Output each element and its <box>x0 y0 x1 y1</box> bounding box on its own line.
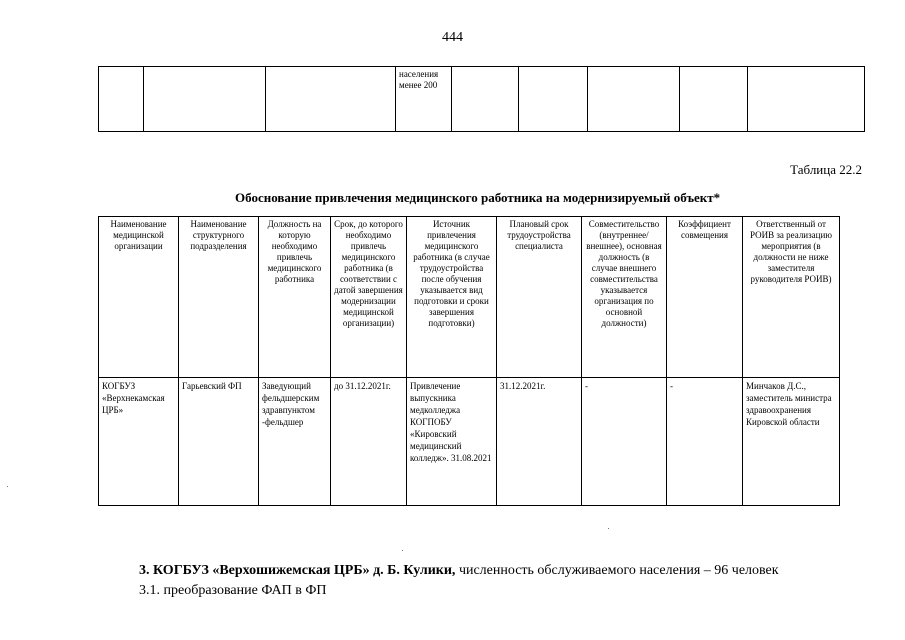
cell-text: менее 200 <box>399 80 438 90</box>
table-cell: Минчаков Д.С., заместитель министра здравоохранения Кировской области <box>743 378 840 506</box>
table-cell: Привлечение выпускника медколледжа КОГПОБУ «Кировский медицинский колледж». 31.08.2021 <box>407 378 497 506</box>
table-cell <box>266 67 396 132</box>
header-cell: Наименование медицинской организации <box>99 217 179 378</box>
justification-table <box>98 216 840 506</box>
table-cell <box>452 67 519 132</box>
header-cell: Наименование структурного подразделения <box>179 217 259 378</box>
table-row <box>99 378 840 506</box>
header-cell: Совместительство (внутреннее/внешнее), основная должность (в случае внешнего совместительства указывается организация по основной должности) <box>582 217 667 378</box>
section-heading-rest: численность обслуживаемого населения – 96 человек <box>455 563 779 578</box>
table-cell: - <box>667 378 743 506</box>
header-cell: Коэффициент совмещения <box>667 217 743 378</box>
table-label: Таблица 22.2 <box>790 162 862 177</box>
page-number: 444 <box>442 30 463 45</box>
continued-table <box>98 66 865 132</box>
table-cell: Гарьевский ФП <box>179 378 259 506</box>
table-cell <box>588 67 680 132</box>
table-cell: КОГБУЗ «Верхнекамская ЦРБ» <box>99 378 179 506</box>
scan-speck <box>608 528 609 529</box>
header-cell: Ответственный от РОИВ за реализацию мероприятия (в должности не ниже заместителя руководителя РОИВ) <box>743 217 840 378</box>
table-cell <box>396 67 452 132</box>
header-cell: Источник привлечения медицинского работника (в случае трудоустройства после обучения указывается вид подготовки и сроки завершения подготовки) <box>407 217 497 378</box>
table-cell <box>99 67 144 132</box>
section-heading-bold: 3. КОГБУЗ «Верхошижемская ЦРБ» д. Б. Кулики, <box>139 563 456 578</box>
table-cell: до 31.12.2021г. <box>331 378 407 506</box>
header-cell: Плановый срок трудоустройства специалиста <box>497 217 582 378</box>
section-heading <box>139 563 779 579</box>
header-cell: Срок, до которого необходимо привлечь медицинского работника (в соответствии с датой завершения модернизации медицинской организации) <box>331 217 407 378</box>
table-cell: - <box>582 378 667 506</box>
table-cell <box>144 67 266 132</box>
table-cell: Заведующий фельдшерским здравпунктом -фельдшер <box>259 378 331 506</box>
subsection-heading: 3.1. преобразование ФАП в ФП <box>139 583 327 598</box>
cell-text: населения <box>399 69 439 79</box>
table-cell <box>748 67 865 132</box>
table-title: Обоснование привлечения медицинского работника на модернизируемый объект* <box>235 190 721 205</box>
scan-speck <box>7 486 8 487</box>
table-header-row <box>99 217 840 378</box>
header-cell: Должность на которую необходимо привлечь медицинского работника <box>259 217 331 378</box>
scan-speck <box>402 550 403 551</box>
table-cell <box>519 67 588 132</box>
table-cell <box>680 67 748 132</box>
table-cell: 31.12.2021г. <box>497 378 582 506</box>
